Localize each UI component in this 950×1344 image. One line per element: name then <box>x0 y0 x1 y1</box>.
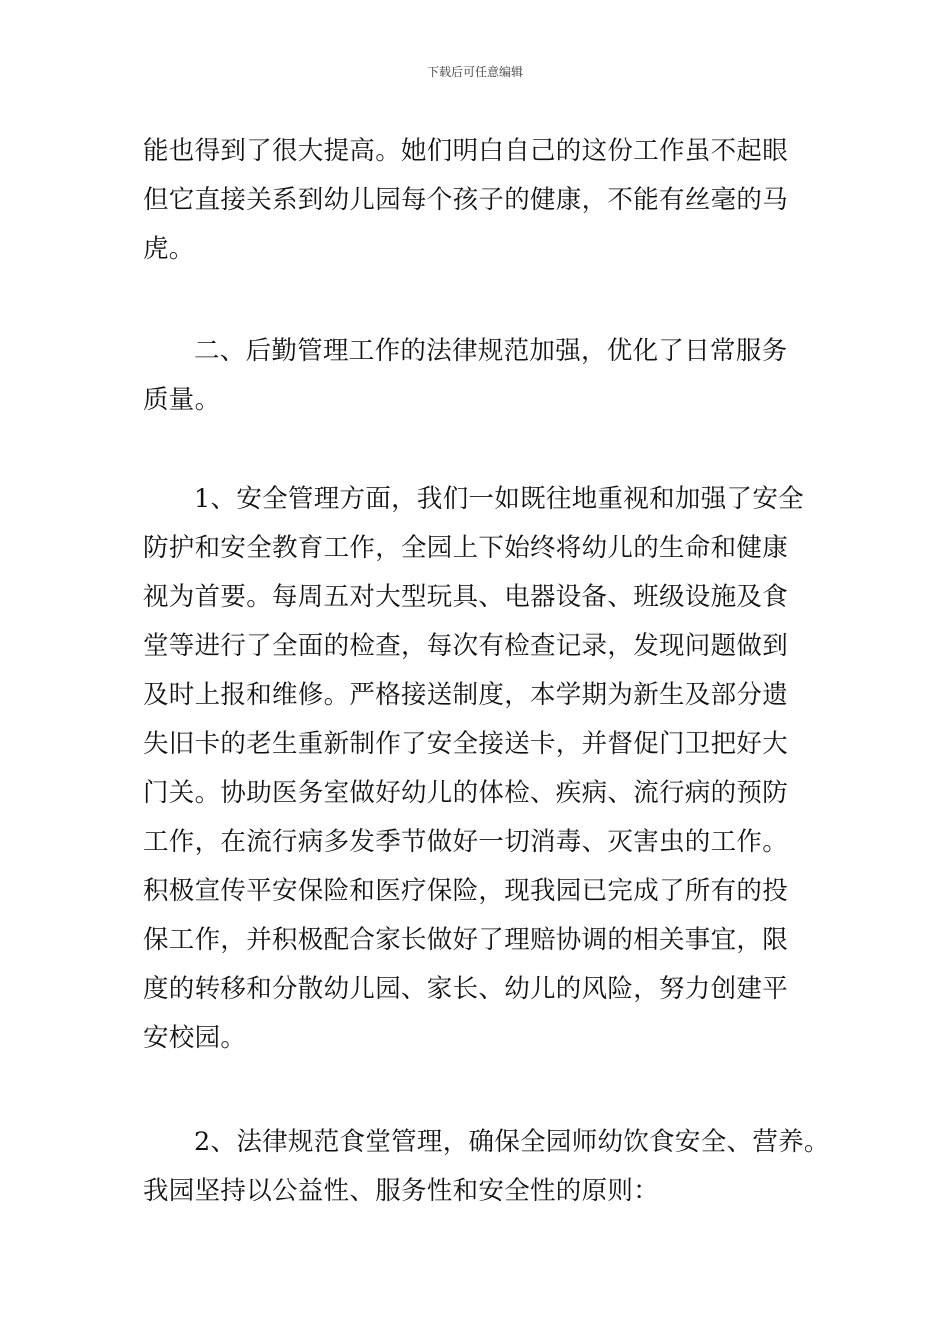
paragraph-line: 安校园。 <box>143 1023 247 1053</box>
paragraph-line: 能也得到了很大提高。她们明白自己的这份工作虽不起眼 <box>143 136 789 166</box>
paragraph-line: 及时上报和维修。严格接送制度，本学期为新生及部分遗 <box>143 680 789 710</box>
paragraph-line: 我园坚持以公益性、服务性和安全性的原则： <box>143 1176 660 1206</box>
header-note: 下载后可任意编辑 <box>426 65 523 79</box>
paragraph-line: 二、后勤管理工作的法律规范加强，优化了日常服务 <box>194 336 788 366</box>
section-heading-paragraph <box>143 327 823 425</box>
paragraph-line: 虎。 <box>143 234 195 264</box>
paragraph-line: 工作，在流行病多发季节做好一切消毒、灭害虫的工作。 <box>143 827 789 857</box>
paragraph-line: 视为首要。每周五对大型玩具、电器设备、班级设施及食 <box>143 582 789 612</box>
paragraph-line: 积极宣传平安保险和医疗保险，现我园已完成了所有的投 <box>143 876 789 906</box>
paragraph-line: 保工作，并积极配合家长做好了理赔协调的相关事宜，限 <box>143 925 789 955</box>
paragraph-line: 失旧卡的老生重新制作了安全接送卡，并督促门卫把好大 <box>143 729 789 759</box>
paragraph-line: 门关。协助医务室做好幼儿的体检、疾病、流行病的预防 <box>143 778 789 808</box>
paragraph-line: 防护和安全教育工作，全园上下始终将幼儿的生命和健康 <box>143 533 789 563</box>
paragraph-line: 1、安全管理方面，我们一如既往地重视和加强了安全 <box>194 484 804 514</box>
paragraph-canteen-management <box>143 1118 830 1216</box>
paragraph-line: 但它直接关系到幼儿园每个孩子的健康，不能有丝毫的马 <box>143 185 789 215</box>
paragraph-line: 堂等进行了全面的检查，每次有检查记录，发现问题做到 <box>143 631 789 661</box>
paragraph-continuation <box>143 127 823 274</box>
paragraph-line: 2、法律规范食堂管理，确保全园师幼饮食安全、营养。 <box>194 1127 830 1157</box>
paragraph-safety-management <box>143 475 823 1063</box>
paragraph-line: 质量。 <box>143 385 221 415</box>
paragraph-line: 度的转移和分散幼儿园、家长、幼儿的风险，努力创建平 <box>143 974 789 1004</box>
